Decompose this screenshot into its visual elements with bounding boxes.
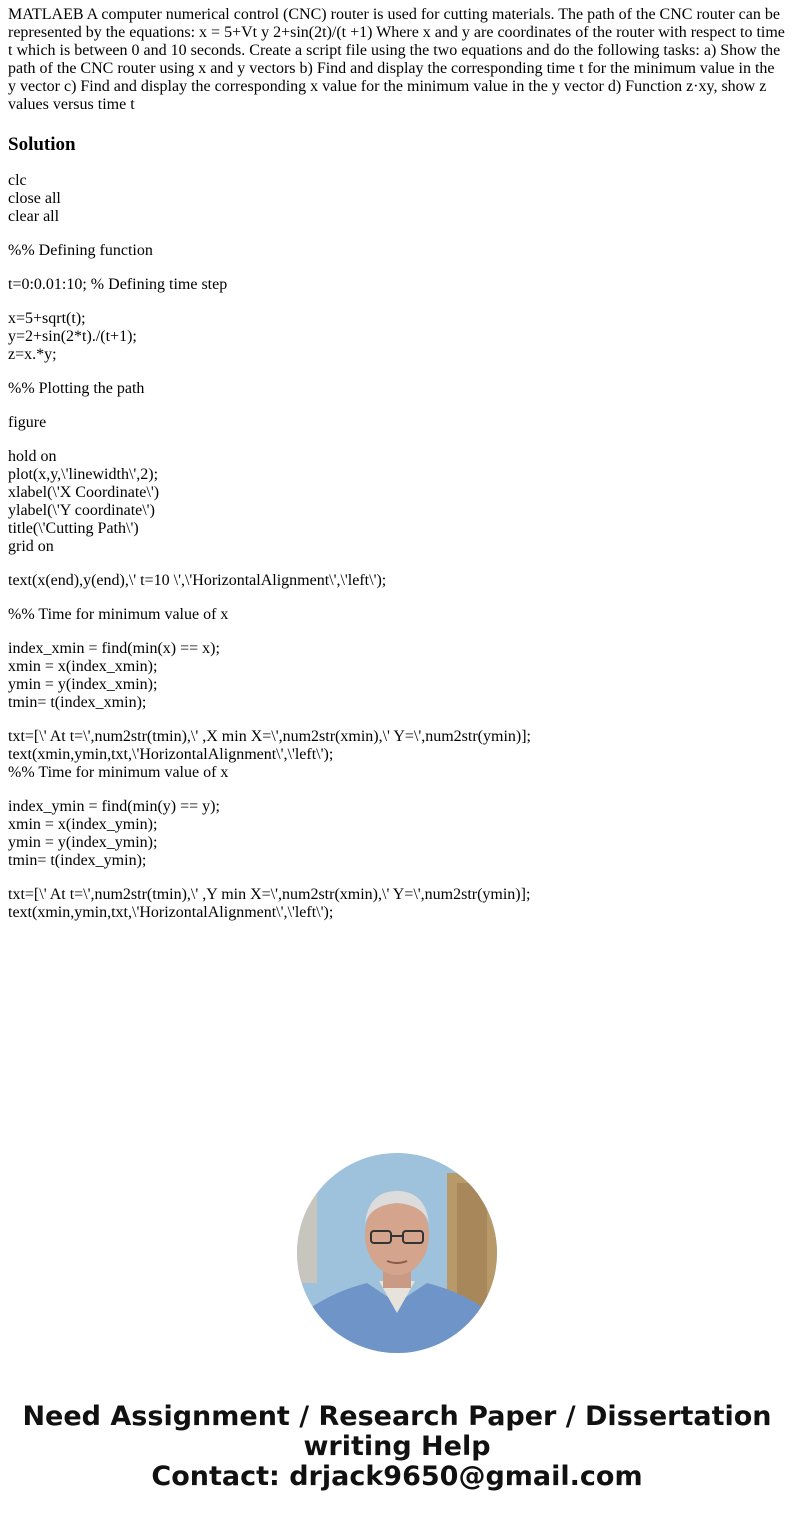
- code-blank-line: [8, 294, 786, 310]
- code-line: txt=[\' At t=\',num2str(tmin),\' ,X min X=\',num2str(xmin),\' Y=\',num2str(ymin)];: [8, 728, 531, 745]
- code-line: text(xmin,ymin,txt,\'HorizontalAlignment\',\'left\');: [8, 746, 334, 763]
- promo-banner: [0, 1402, 794, 1492]
- code-line: text(x(end),y(end),\' t=10 \',\'HorizontalAlignment\',\'left\');: [8, 572, 387, 589]
- code-line: tmin= t(index_xmin);: [8, 694, 147, 711]
- code-block: [8, 172, 786, 922]
- promo-contact: Contact: drjack9650@gmail.com: [151, 1461, 643, 1492]
- code-line: index_xmin = find(min(x) == x);: [8, 640, 220, 657]
- code-line: close all: [8, 190, 61, 207]
- code-blank-line: [8, 870, 786, 886]
- promo-line-1: Need Assignment / Research Paper / Dissertation: [22, 1401, 772, 1432]
- code-line: xmin = x(index_ymin);: [8, 816, 158, 833]
- code-line: clear all: [8, 208, 60, 225]
- code-line: y=2+sin(2*t)./(t+1);: [8, 328, 137, 345]
- code-line: %% Time for minimum value of x: [8, 606, 229, 623]
- code-line: x=5+sqrt(t);: [8, 310, 86, 327]
- code-blank-line: [8, 782, 786, 798]
- code-line: figure: [8, 414, 47, 431]
- code-line: title(\'Cutting Path\'): [8, 520, 139, 537]
- code-line: text(xmin,ymin,txt,\'HorizontalAlignment\',\'left\');: [8, 904, 334, 921]
- code-line: txt=[\' At t=\',num2str(tmin),\' ,Y min X=\',num2str(xmin),\' Y=\',num2str(ymin)];: [8, 886, 531, 903]
- code-line: ylabel(\'Y coordinate\'): [8, 502, 155, 519]
- code-line: %% Time for minimum value of x: [8, 764, 229, 781]
- avatar: [297, 1153, 497, 1353]
- code-line: tmin= t(index_ymin);: [8, 852, 147, 869]
- code-line: ymin = y(index_ymin);: [8, 834, 158, 851]
- code-line: plot(x,y,\'linewidth\',2);: [8, 466, 159, 483]
- code-line: %% Defining function: [8, 242, 153, 259]
- solution-heading: Solution: [8, 134, 76, 155]
- code-line: %% Plotting the path: [8, 380, 145, 397]
- code-blank-line: [8, 226, 786, 242]
- code-blank-line: [8, 260, 786, 276]
- code-line: hold on: [8, 448, 57, 465]
- code-line: clc: [8, 172, 27, 189]
- code-blank-line: [8, 364, 786, 380]
- code-blank-line: [8, 432, 786, 448]
- code-line: xmin = x(index_xmin);: [8, 658, 158, 675]
- code-line: t=0:0.01:10; % Defining time step: [8, 276, 228, 293]
- promo-line-2: writing Help: [303, 1431, 491, 1462]
- code-line: grid on: [8, 538, 54, 555]
- code-line: z=x.*y;: [8, 346, 57, 363]
- code-line: ymin = y(index_xmin);: [8, 676, 158, 693]
- code-line: xlabel(\'X Coordinate\'): [8, 484, 160, 501]
- code-blank-line: [8, 712, 786, 728]
- person-photo: [297, 1153, 497, 1353]
- content: [8, 6, 786, 922]
- code-blank-line: [8, 624, 786, 640]
- code-blank-line: [8, 398, 786, 414]
- code-blank-line: [8, 556, 786, 572]
- question-text: MATLAEB A computer numerical control (CNC) router is used for cutting materials. The path of the CNC router can be represented by the equations: x = 5+Vt y 2+sin(2t)/(t +1) Where x and y are coordinates of the router with respect to time t which is between 0 and 10 seconds. Create a script file using the two equations and do the following tasks: a) Show the path of the CNC router using x and y vectors b) Find and display the corresponding time t for the minimum value in the y vector c) Find and display the corresponding x value for the minimum value in the y vector d) Function z·xy, show z values versus time t: [8, 6, 785, 113]
- code-line: index_ymin = find(min(y) == y);: [8, 798, 220, 815]
- code-blank-line: [8, 590, 786, 606]
